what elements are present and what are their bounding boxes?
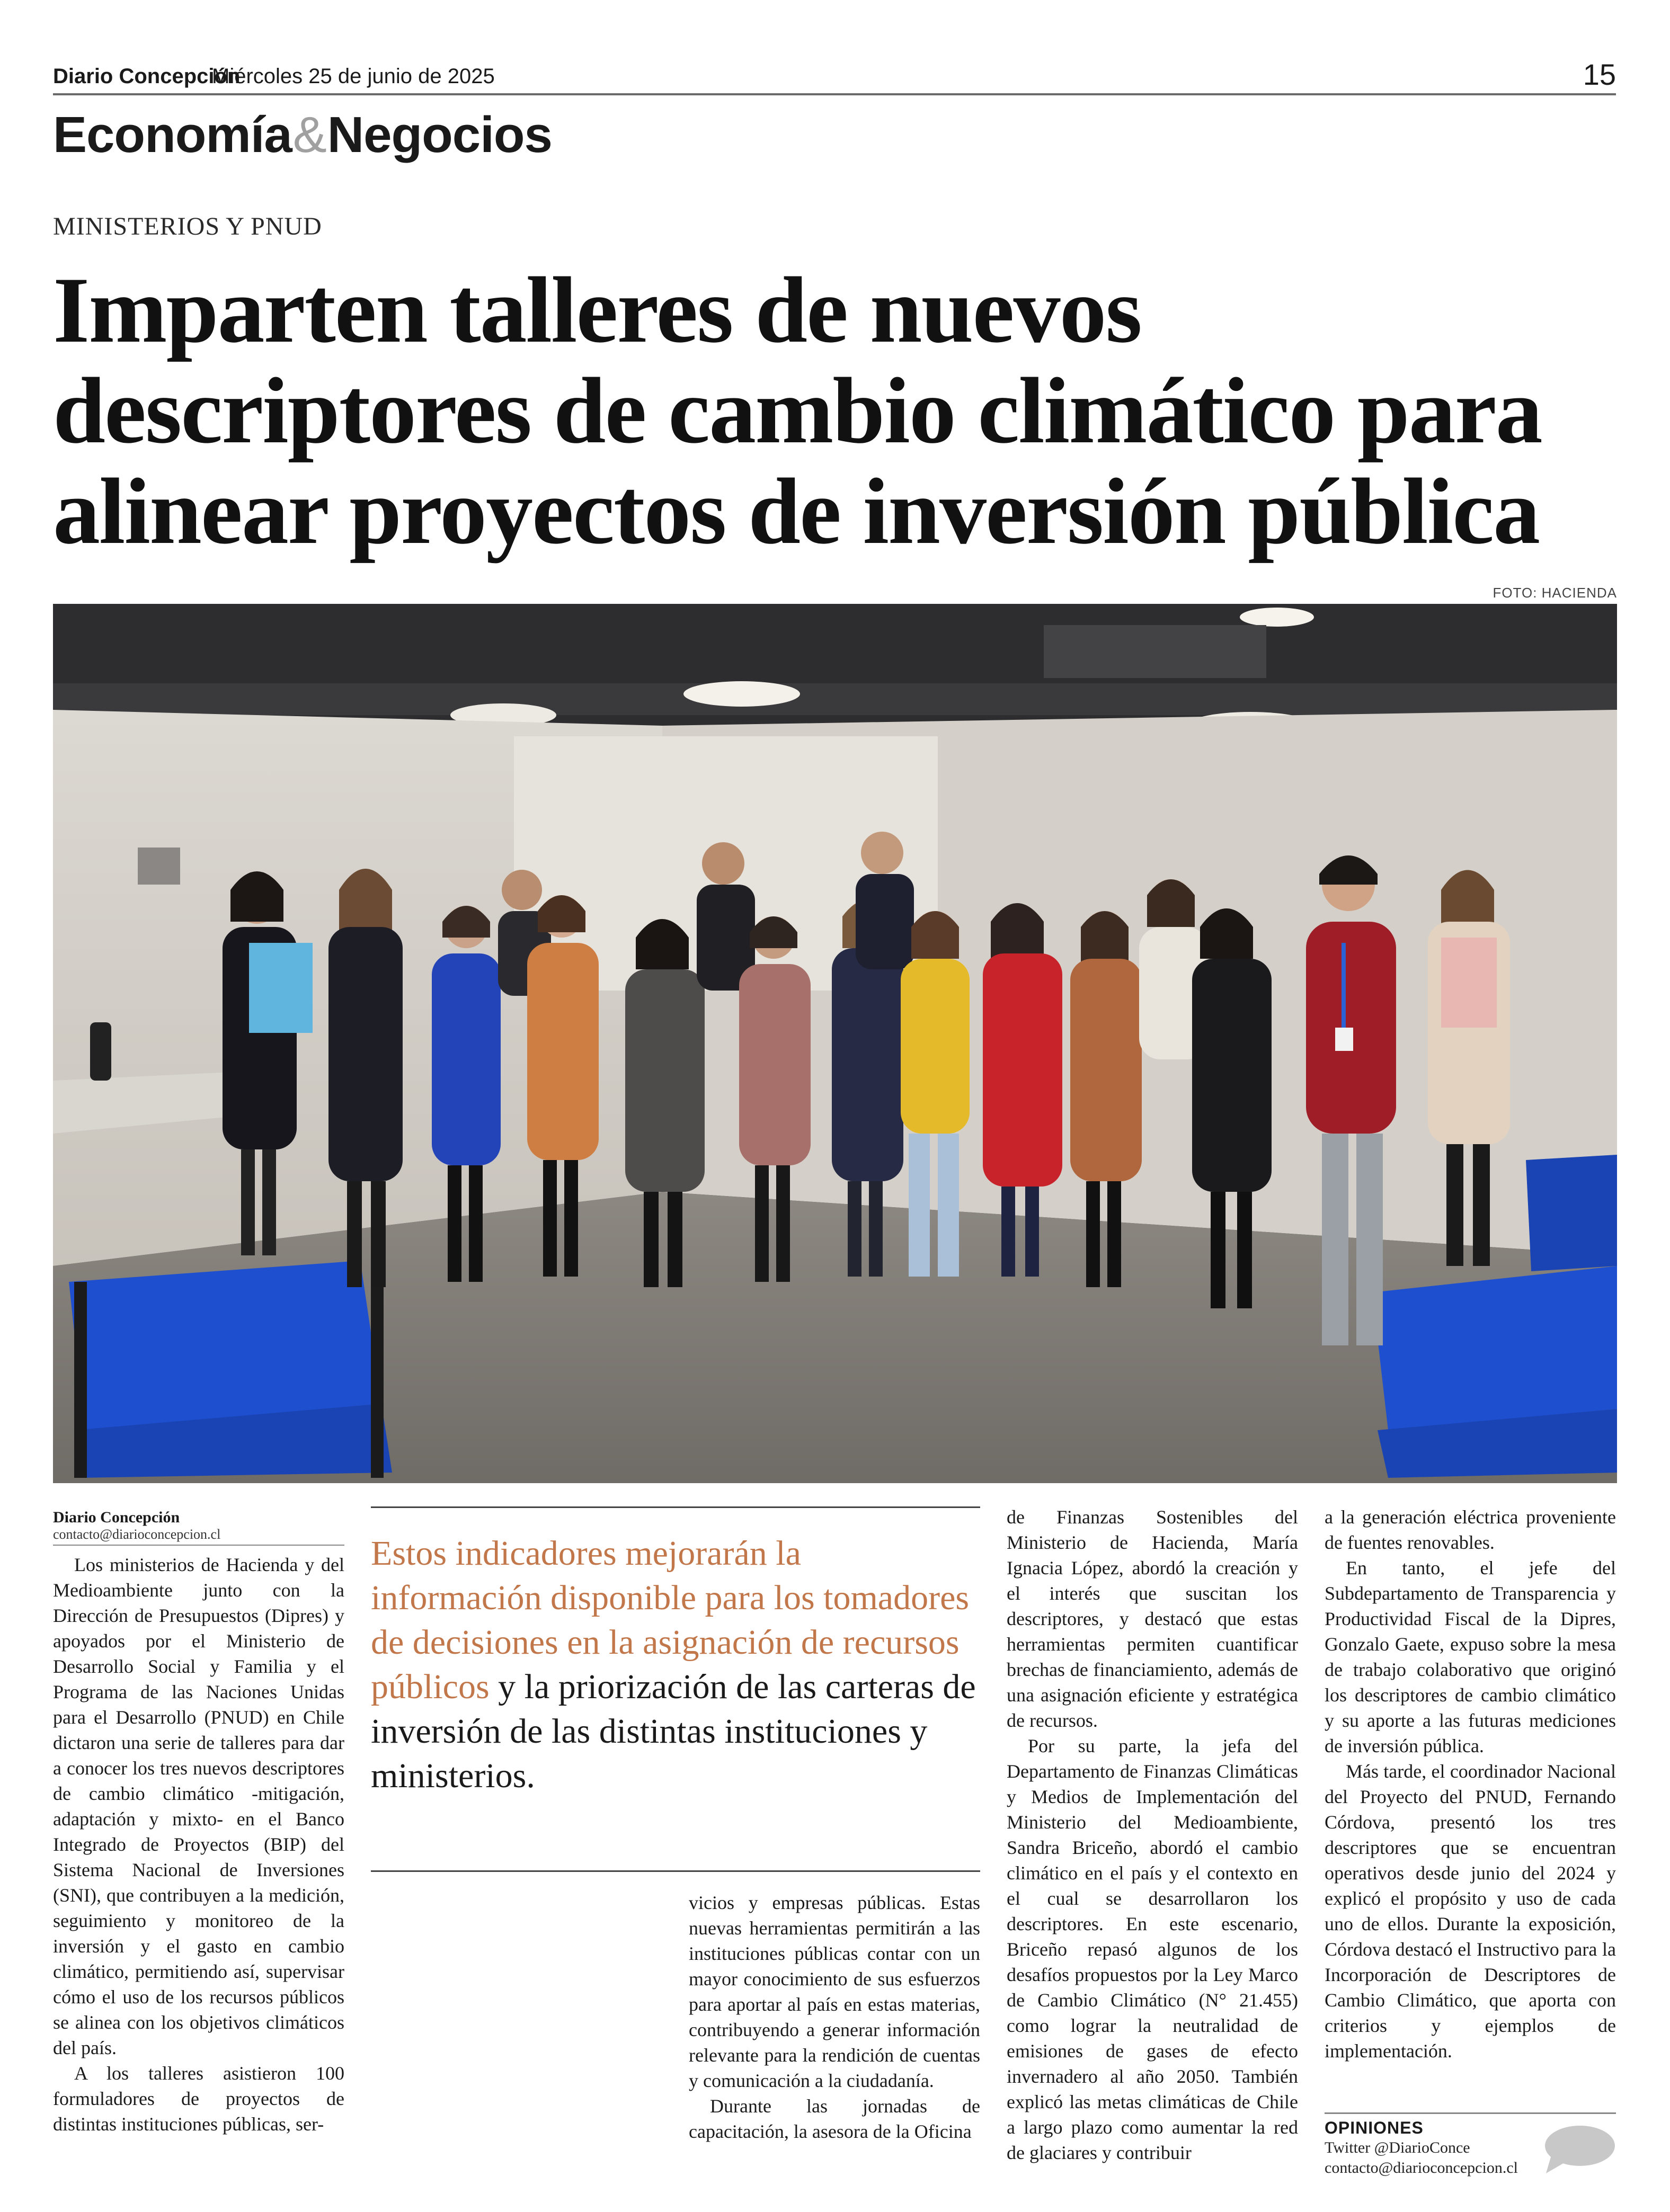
pull-quote [371, 1506, 980, 1872]
opinions-title: OPINIONES [1325, 2118, 1424, 2137]
opinions-twitter[interactable]: Twitter @DiarioConce [1325, 2139, 1470, 2156]
byline-email: contacto@diarioconcepcion.cl [53, 1527, 344, 1546]
section-title [53, 106, 552, 164]
group-photo-illustration [53, 604, 1617, 1483]
paragraph: Los ministerios de Hacienda y del Medioambiente junto con la Dirección de Presupuestos (Dipres) y apoyados por el Ministerio de Desarrollo Social y Familia y el Programa de las Naciones Unidas para el Desarrollo (PNUD) en Chile dictaron una serie de talleres para dar a conocer los tres nuevos descriptores de cambio climático -mitigación, adaptación y mixto- en el Banco Integrado de Proyectos (BIP) del Sistema Nacional de Inversiones (SNI), que contribuyen a la medición, seguimiento y monitoreo de la inversión y el gasto en cambio climático, permitiendo así, supervisar cómo el uso de los recursos públicos se alinea con los objetivos climáticos del país. [53, 1554, 344, 2058]
opinions-email[interactable]: contacto@diarioconcepcion.cl [1325, 2159, 1518, 2177]
article-column-5 [1325, 1504, 1616, 2064]
paragraph: En tanto, el jefe del Subdepartamento de Transparencia y Productividad Fiscal de la Dipres, Gonzalo Gaete, expuso sobre la mesa de trabajo colaborativo que originó los descriptores de cambio climático y su aporte a las futuras mediciones de inversión pública. [1325, 1557, 1616, 1756]
article-column-4 [1007, 1504, 1298, 2165]
headline-regular: de cambio climático para alinear proyectos de inversión pública [53, 358, 1542, 564]
section-ampersand: & [292, 106, 326, 163]
paragraph: de Finanzas Sostenibles del Ministerio de Hacienda, María Ignacia López, abordó la creación y el interés que suscitan los descriptores, y destacó que estas herramientas permiten cuantificar brechas de financiamiento, además de una asignación eficiente y estratégica de recursos. [1007, 1506, 1298, 1731]
photo-credit: FOTO: HACIENDA [1493, 585, 1617, 601]
issue-date: Miércoles 25 de junio de 2025 [212, 65, 495, 88]
paragraph: vicios y empresas públicas. Estas nuevas herramientas permitirán a las instituciones públicas contar con un mayor conocimiento de sus esfuerzos para aportar al país en estas materias, contribuyendo a generar información relevante para la rendición de cuentas y comunicación a la ciudadanía. [689, 1892, 980, 2091]
masthead [53, 57, 1616, 95]
section-part1: Economía [53, 106, 292, 163]
paragraph: Más tarde, el coordinador Nacional del Proyecto del PNUD, Fernando Córdova, presentó los tres descriptores que se encuentran operativos desde junio del 2024 y explicó el propósito y uso de cada uno de ellos. Durante la exposición, Córdova destacó el Instructivo para la Incorporación de Descriptores de Cambio Climático, que aporta con criterios y ejemplos de implementación. [1325, 1761, 1616, 2062]
paragraph: Durante las jornadas de capacitación, la asesora de la Oficina [689, 2095, 980, 2142]
paragraph: A los talleres asistieron 100 formuladores de proyectos de distintas instituciones públicas, ser- [53, 2063, 344, 2135]
kicker: MINISTERIOS Y PNUD [53, 212, 322, 240]
headline-bold: Imparten talleres de nuevos descriptores [53, 257, 1141, 463]
article-column-3 [689, 1890, 980, 2144]
paragraph: a la generación eléctrica proveniente de fuentes renovables. [1325, 1506, 1616, 1553]
page-number: 15 [1583, 58, 1616, 91]
pull-quote-rest: y la priorización de las carteras de inversión de las distintas instituciones y ministerios. [371, 1667, 976, 1795]
byline [53, 1509, 344, 1546]
group-photo [53, 604, 1617, 1483]
paper-name: Diario Concepción [53, 65, 241, 88]
headline [53, 257, 1621, 564]
byline-name: Diario Concepción [53, 1509, 180, 1526]
opinions-box [1325, 2112, 1616, 2178]
speech-bubble-icon [1542, 2124, 1616, 2174]
pull-quote-highlight: Estos indicadores mejorarán la información disponible para los tomadores de decisiones en la asignación de recursos públicos [371, 1534, 970, 1706]
article-column-1 [53, 1552, 344, 2137]
paragraph: Por su parte, la jefa del Departamento de Finanzas Climáticas y Medios de Implementación del Ministerio del Medioambiente, Sandra Briceño, abordó el cambio climático en el país y el contexto en el cual se desarrollaron los descriptores. En este escenario, Briceño repasó algunos de los desafíos propuestos por la Ley Marco de Cambio Climático (N° 21.455) como lograr la neutralidad de emisiones de gases de efecto invernadero al año 2050. También explicó las metas climáticas de Chile a largo plazo como aumentar la red de glaciares y contribuir [1007, 1735, 1298, 2163]
section-part2: Negocios [327, 106, 552, 163]
